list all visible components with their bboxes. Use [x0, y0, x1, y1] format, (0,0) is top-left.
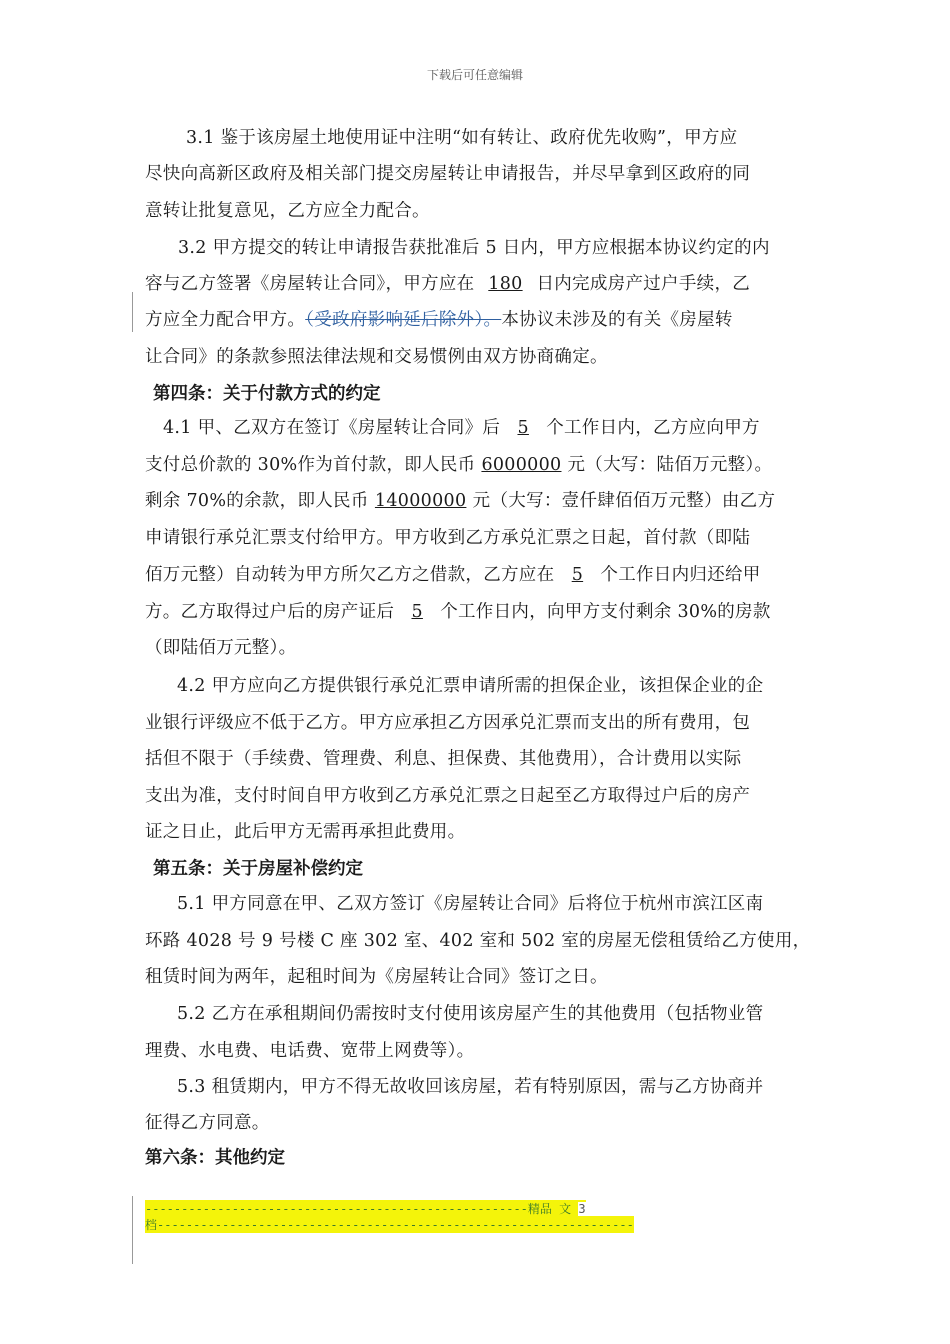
footer-line-1: -----------------------------------------------------精品 文 3	[145, 1202, 586, 1216]
footer-line-2: 档------------------------------------------------------------------	[145, 1218, 634, 1232]
clause-3-1-line-1: 3.1 鉴于该房屋土地使用证中注明“如有转让、政府优先收购”，甲方应	[186, 128, 738, 148]
down-payment-field: 6000000	[481, 455, 562, 475]
clause-5-1-line-2: 环路 4028 号 9 号楼 C 座 302 室、402 室和 502 室的房屋无偿租赁给乙方使用，	[145, 931, 811, 951]
clause-3-2-line-4: 让合同》的条款参照法律法规和交易惯例由双方协商确定。	[145, 347, 608, 367]
clause-4-1-line-5: 佰万元整）自动转为甲方所欠乙方之借款，乙方应在 5 个工作日内归还给甲	[145, 565, 761, 585]
clause-4-1-line-7: （即陆佰万元整）。	[145, 638, 297, 658]
clause-3-2-line-3: 方应全力配合甲方。（受政府影响延后除外）。本协议未涉及的有关《房屋转	[145, 310, 733, 330]
repay-days-field: 5	[571, 565, 584, 585]
clause-5-1-line-3: 租赁时间为两年，起租时间为《房屋转让合同》签订之日。	[145, 967, 608, 987]
balance-amount-field: 14000000	[374, 491, 467, 511]
clause-3-1-line-2: 尽快向高新区政府及相关部门提交房屋转让申请报告，并尽早拿到区政府的同	[145, 164, 751, 184]
clause-5-2-line-2: 理费、水电费、电话费、宽带上网费等）。	[145, 1041, 475, 1061]
clause-4-1-line-6: 方。乙方取得过户后的房产证后 5 个工作日内，向甲方支付剩余 30%的房款	[145, 602, 771, 622]
page-number: 3	[578, 1202, 586, 1216]
clause-5-1-line-1: 5.1 甲方同意在甲、乙双方签订《房屋转让合同》后将位于杭州市滨江区南	[177, 894, 764, 914]
clause-4-2-line-4: 支出为准，支付时间自甲方收到乙方承兑汇票之日起至乙方取得过户后的房产	[145, 786, 751, 806]
revision-bar-footer	[132, 1196, 133, 1264]
clause-4-1-line-1: 4.1 甲、乙双方在签订《房屋转让合同》后 5 个工作日内，乙方应向甲方	[163, 418, 760, 438]
final-pay-days-field: 5	[411, 602, 423, 622]
clause-5-3-line-1: 5.3 租赁期内，甲方不得无故收回该房屋，若有特别原因，需与乙方协商并	[177, 1077, 764, 1097]
revision-bar	[132, 292, 133, 332]
clause-3-2-line-2: 容与乙方签署《房屋转让合同》，甲方应在 180 日内完成房产过户手续，乙	[145, 274, 751, 294]
article-6-heading: 第六条：其他约定	[145, 1148, 285, 1168]
transfer-days-field: 180	[488, 274, 523, 294]
clause-5-3-line-2: 征得乙方同意。	[145, 1113, 270, 1133]
clause-4-2-line-5: 证之日止，此后甲方无需再承担此费用。	[145, 822, 466, 842]
clause-3-2-line-1: 3.2 甲方提交的转让申请报告获批准后 5 日内，甲方应根据本协议约定的内	[178, 238, 770, 258]
clause-4-1-line-3: 剩余 70%的余款，即人民币 14000000 元（大写：壹仟肆佰佰万元整）由乙方	[145, 491, 776, 511]
page-header: 下载后可任意编辑	[426, 68, 523, 82]
workdays-field: 5	[517, 418, 529, 438]
clause-4-1-line-4: 申请银行承兑汇票支付给甲方。甲方收到乙方承兑汇票之日起，首付款（即陆	[145, 528, 751, 548]
clause-4-2-line-1: 4.2 甲方应向乙方提供银行承兑汇票申请所需的担保企业，该担保企业的企	[177, 676, 764, 696]
clause-5-2-line-1: 5.2 乙方在承租期间仍需按时支付使用该房屋产生的其他费用（包括物业管	[177, 1004, 764, 1024]
clause-4-1-line-2: 支付总价款的 30%作为首付款，即人民币 6000000 元（大写：陆佰万元整）。	[145, 455, 773, 475]
clause-4-2-line-2: 业银行评级应不低于乙方。甲方应承担乙方因承兑汇票而支出的所有费用，包	[145, 713, 751, 733]
article-4-heading: 第四条：关于付款方式的约定	[153, 384, 381, 404]
clause-3-1-line-3: 意转让批复意见，乙方应全力配合。	[145, 201, 430, 221]
article-5-heading: 第五条：关于房屋补偿约定	[153, 859, 363, 879]
clause-4-2-line-3: 括但不限于（手续费、管理费、利息、担保费、其他费用），合计费用以实际	[145, 749, 742, 769]
deleted-text: （受政府影响延后除外）。	[305, 310, 502, 330]
